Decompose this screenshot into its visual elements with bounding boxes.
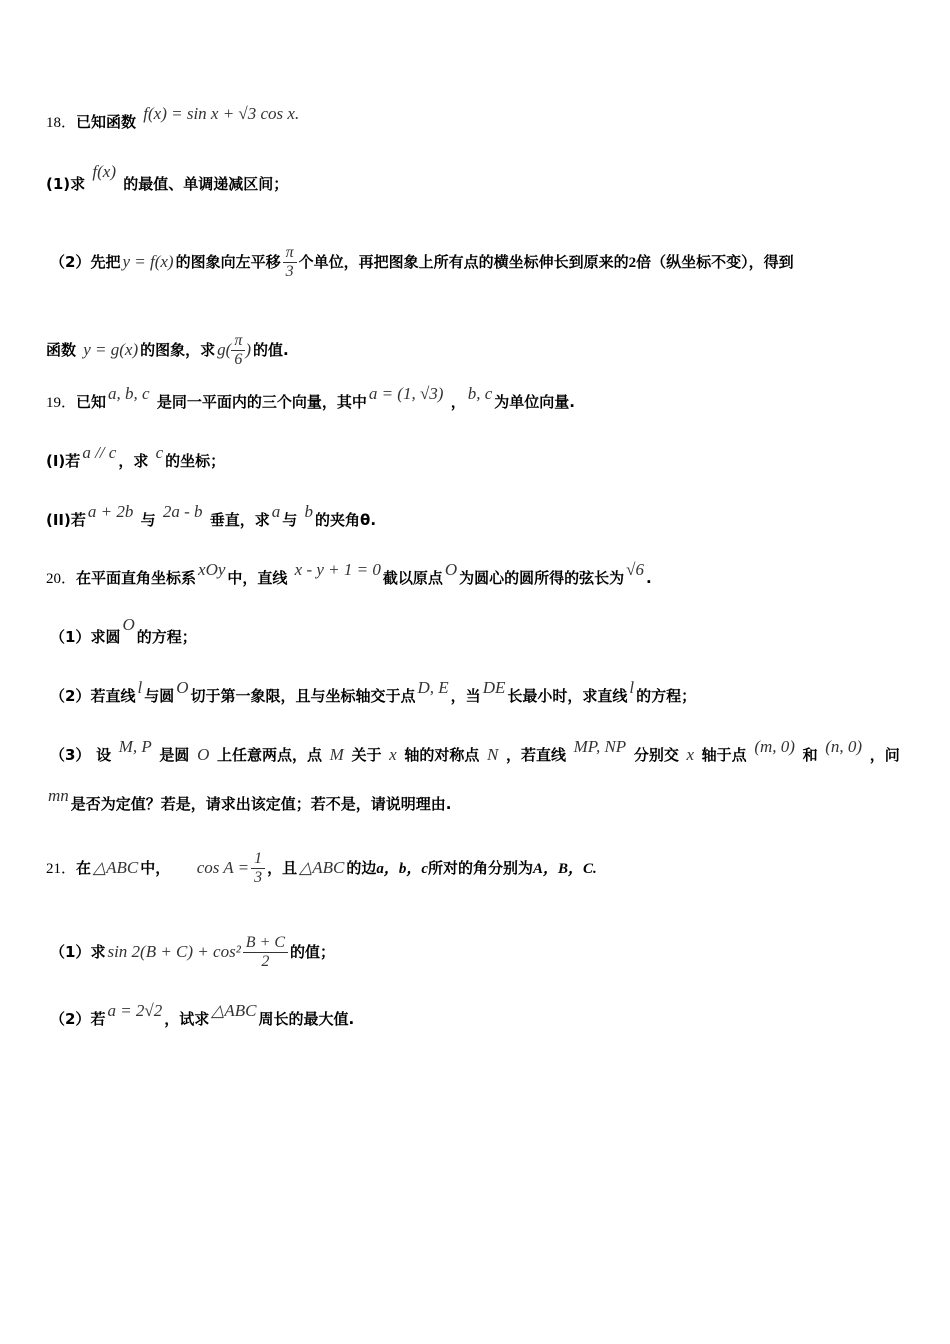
q21-text-d: 的边 (346, 859, 377, 877)
q18-p1-label: (1) (46, 175, 71, 193)
q21-number: 21． (46, 861, 77, 877)
q21-formula-triangle: △ABC (93, 858, 139, 877)
q18-p2-formula2: y = g(x) (83, 340, 139, 359)
q21-angles: A，B，C. (533, 861, 597, 877)
q21-p1-text-b: 的值； (290, 943, 336, 961)
frac-denominator: 2 (261, 953, 270, 970)
q19-p1-text-b: ，求 (118, 452, 149, 470)
q20-p3-text-a: 设 (96, 746, 112, 764)
q19-p2-label: (II) (46, 511, 71, 529)
q21-p2-formula-a: a = 2√2 (107, 1001, 163, 1020)
q20-p3-text-j: 和 (802, 746, 818, 764)
q18-p1-text-a: 求 (70, 175, 86, 193)
q18-p2-formula3-open: g( (217, 340, 232, 359)
q20-p1-label: （1） (50, 628, 91, 646)
q20-text-d: 为圆心的圆所得的弦长为 (459, 569, 625, 587)
q18-p2-text-g: 的值. (253, 341, 289, 359)
q20-formula-xoy: xOy (198, 560, 226, 579)
q20-p3-formula-lines: MP, NP (573, 737, 627, 756)
q21-text-e: 所对的角分别为 (428, 859, 534, 877)
q20-p2-text-c: 切于第一象限，且与坐标轴交于点 (190, 687, 416, 705)
q18-p2-fraction2 (231, 332, 245, 369)
q20-number: 20． (46, 571, 77, 587)
q21-p2-formula-triangle: △ABC (211, 1001, 257, 1020)
q19-p2-formula3: a (271, 502, 281, 521)
q20-p3-text-k: ，问 (869, 746, 900, 764)
frac-numerator: π (231, 332, 245, 351)
q20-p1-text-b: 的方程； (136, 628, 197, 646)
q21-fraction (251, 850, 265, 887)
q19-formula-a: a = (1, √3) (368, 384, 444, 403)
q21-formula-cosA: cos A = (196, 858, 250, 877)
q19-p1-label: (I) (46, 452, 66, 470)
q19-formula-bc: b, c (467, 384, 493, 403)
q20-p1-text-a: 求圆 (90, 628, 121, 646)
q20-p3-text-h: 分别交 (633, 746, 679, 764)
q21-p2-text-a: 若 (90, 1010, 106, 1028)
q20-part2 (50, 678, 900, 708)
q19-text-c: 为单位向量. (494, 393, 575, 411)
q21-part1 (50, 934, 900, 971)
q21-text-a: 在 (76, 859, 92, 877)
q18-p1-text-b: 的最值、单调递减区间； (123, 175, 289, 193)
q21-p2-label: （2） (50, 1010, 91, 1028)
q21-p2-text-c: 周长的最大值. (258, 1010, 355, 1028)
q20-p2-label: （2） (50, 687, 91, 705)
q20-p2-text-d: ，当 (450, 687, 481, 705)
q18-number: 18． (46, 115, 77, 131)
q20-p2-text-e: 长最小时，求直线 (507, 687, 628, 705)
q21-p1-fraction (243, 934, 288, 971)
q21-p1-text-a: 求 (90, 943, 106, 961)
q18-p2-two: 2 (628, 255, 637, 271)
q18-p2-formula: y = f(x) (122, 252, 174, 271)
q18-p2-text-d: 倍（纵坐标不变），得到 (636, 253, 794, 271)
q20-p2-text-a: 若直线 (90, 687, 136, 705)
q18-text: 已知函数 (76, 113, 137, 131)
q20-p3-text-g: ，若直线 (505, 746, 566, 764)
q20-p2-formula-o: O (176, 678, 189, 697)
frac-numerator: B + C (243, 934, 288, 953)
q20-p3-text-i: 轴于点 (701, 746, 747, 764)
q19-formula-vectors: a, b, c (108, 384, 150, 403)
q19-p2-text-a: 若 (70, 511, 86, 529)
q21-formula-triangle2: △ABC (299, 858, 345, 877)
q20-stem (46, 560, 900, 591)
frac-numerator: 1 (251, 850, 265, 869)
q20-p3-formula-n0: (n, 0) (825, 737, 863, 756)
frac-denominator: 6 (234, 351, 243, 368)
q19-p2-formula4: b (304, 502, 314, 521)
frac-denominator: 3 (254, 869, 263, 886)
q20-p3-label: （3） (50, 746, 91, 764)
q19-part1 (46, 443, 900, 473)
q20-part1 (50, 615, 900, 649)
q19-p2-text-b: 与 (140, 511, 156, 529)
q20-text-c: 截以原点 (382, 569, 443, 587)
q20-p3-formula-x: x (389, 745, 397, 764)
q20-p2-formula-l: l (137, 678, 143, 697)
q20-p3-formula-mp: M, P (118, 737, 152, 756)
q18-p2-fraction (283, 244, 297, 281)
q20-p3-text-c: 上任意两点，点 (217, 746, 323, 764)
q19-text-b: 是同一平面内的三个向量，其中 (156, 393, 367, 411)
q19-text-a: 已知 (76, 393, 107, 411)
q20-p3-formula-x2: x (686, 745, 695, 764)
q20-text-b: 中，直线 (227, 569, 288, 587)
q19-separator: ， (450, 393, 466, 411)
q20-part3-line1 (50, 737, 900, 767)
q20-formula-line: x - y + 1 = 0 (294, 560, 381, 579)
q18-p2-text-a: 先把 (90, 253, 121, 271)
q19-number: 19． (46, 395, 77, 411)
q19-p2-formula2: 2a - b (162, 502, 203, 521)
q21-part2 (50, 1001, 900, 1031)
q20-p2-formula-l2: l (629, 678, 635, 697)
q20-p3-text-l: 是否为定值？若是，请求出该定值；若不是，请说明理由. (70, 795, 452, 813)
q20-p1-formula: O (122, 615, 135, 634)
q18-p2-text-e: 函数 (46, 341, 77, 359)
q20-formula-o: O (444, 560, 458, 579)
q21-p2-text-b: ，试求 (164, 1010, 210, 1028)
q19-p1-text-a: 若 (65, 452, 81, 470)
q20-p3-formula-o: O (197, 745, 210, 764)
q18-p2-label: （2） (50, 253, 91, 271)
q18-formula: f(x) = sin x + √3 cos x. (143, 104, 300, 123)
q18-part2-line1 (50, 244, 900, 281)
q21-text-c: ，且 (267, 859, 298, 877)
q21-sides: a，b，c (376, 861, 428, 877)
q20-p3-text-d: 关于 (351, 746, 382, 764)
q20-p2-text-b: 与圆 (144, 687, 175, 705)
q21-text-b: 中， (140, 859, 171, 877)
q18-part2-line2 (46, 332, 900, 369)
q20-formula-sqrt6: √6 (626, 560, 645, 579)
q19-p2-text-c: 垂直，求 (209, 511, 270, 529)
q18-p1-formula: f(x) (92, 162, 116, 181)
q19-part2 (46, 502, 900, 532)
q20-p3-text-e: 轴的对称点 (404, 746, 480, 764)
q20-p3-formula-m: M (329, 745, 344, 764)
q19-p2-text-e: 的夹角θ. (315, 511, 377, 529)
q19-p1-formula-c: c (155, 443, 164, 462)
q19-p1-formula: a // c (82, 443, 117, 462)
q19-p2-text-d: 与 (282, 511, 298, 529)
q18-p2-formula3-close: ) (245, 340, 252, 359)
q18-stem (46, 104, 900, 135)
q20-text-a: 在平面直角坐标系 (76, 569, 197, 587)
q19-p1-text-c: 的坐标； (165, 452, 226, 470)
q18-p2-text-f: 的图象，求 (140, 341, 216, 359)
q20-text-e: . (646, 569, 652, 587)
q21-p1-formula: sin 2(B + C) + cos² (107, 942, 241, 961)
q18-part1 (46, 162, 900, 196)
q20-p3-formula-mn: mn (48, 786, 69, 805)
q21-p1-label: （1） (50, 943, 91, 961)
q18-p2-text-b: 的图象向左平移 (175, 253, 281, 271)
q20-p3-formula-n: N (486, 745, 499, 764)
frac-denominator: 3 (285, 263, 294, 280)
q20-part3-line2 (46, 786, 900, 816)
q20-p3-text-b: 是圆 (159, 746, 190, 764)
q18-p2-text-c: 个单位，再把图象上所有点的横坐标伸长到原来的 (298, 253, 629, 271)
q19-p2-formula1: a + 2b (87, 502, 134, 521)
q19-stem (46, 384, 900, 415)
q20-p3-formula-m0: (m, 0) (754, 737, 795, 756)
q20-p2-formula-de-points: D, E (417, 678, 449, 697)
q20-p2-formula-de: DE (482, 678, 506, 697)
frac-numerator: π (283, 244, 297, 263)
q20-p2-text-g: 的方程； (636, 687, 697, 705)
q21-stem (46, 850, 900, 887)
